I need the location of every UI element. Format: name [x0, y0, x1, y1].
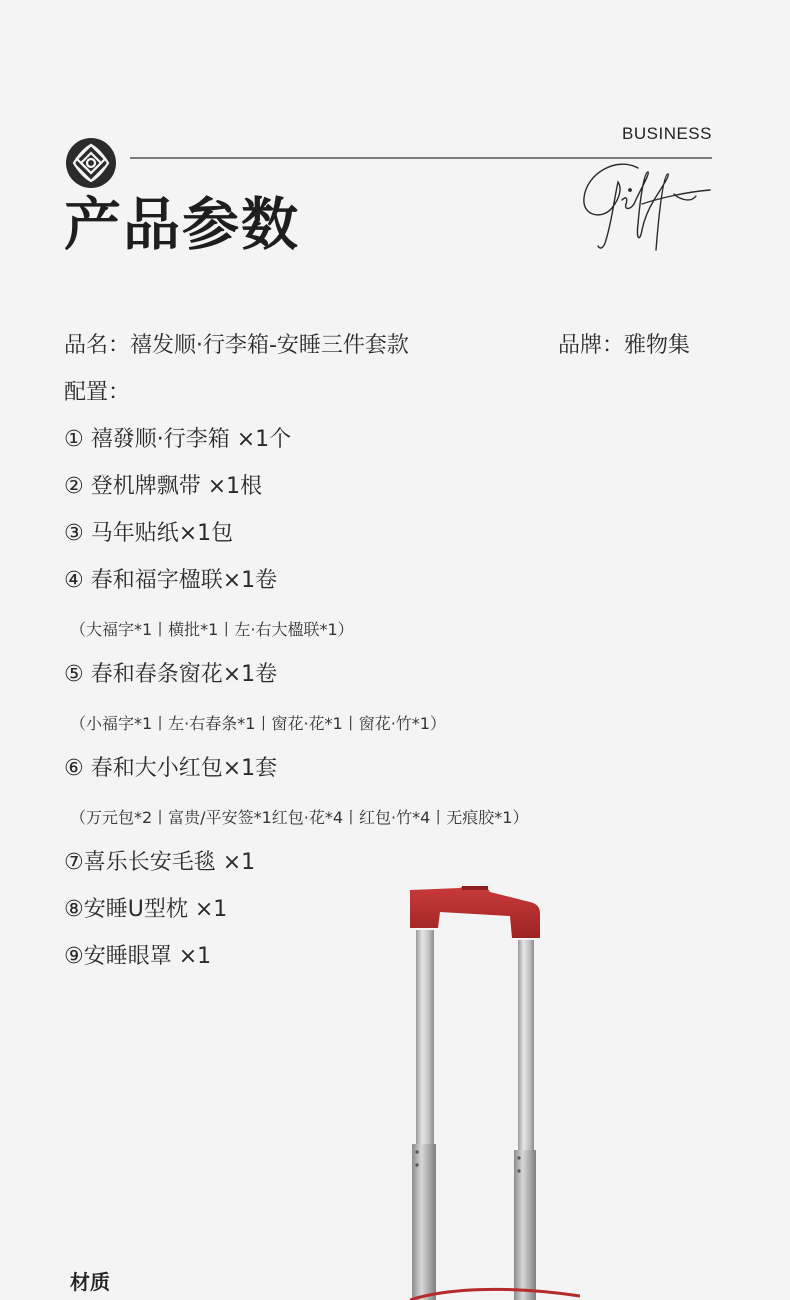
header-divider-line: [130, 157, 712, 159]
config-item: ⑦喜乐长安毛毯 ×1: [64, 850, 256, 875]
luggage-handle-image: [380, 880, 580, 1300]
page-title: 产品参数: [64, 192, 300, 258]
config-label: 配置：: [64, 380, 131, 405]
config-item: ⑨安睡眼罩 ×1: [64, 944, 212, 969]
config-item: ⑤ 春和春条窗花×1卷: [64, 662, 278, 687]
material-section-title: 材质: [70, 1270, 110, 1294]
product-brand: 品牌：雅物集: [558, 333, 691, 358]
gift-script-logo: [578, 160, 718, 256]
config-item: ④ 春和福字楹联×1卷: [64, 568, 278, 593]
config-item: ③ 马年贴纸×1包: [64, 521, 234, 546]
config-item-detail: （万元包*2丨富贵/平安签*1红包·花*4丨红包·竹*4丨无痕胶*1）: [70, 808, 529, 827]
product-name: 品名：禧发顺·行李箱-安睡三件套款: [64, 333, 409, 358]
config-item-detail: （小福字*1丨左·右春条*1丨窗花·花*1丨窗花·竹*1）: [70, 714, 446, 733]
brand-knot-logo: [64, 136, 118, 190]
business-label: BUSINESS: [622, 124, 712, 143]
config-item: ① 禧發顺·行李箱 ×1个: [64, 427, 292, 452]
config-item: ② 登机牌飘带 ×1根: [64, 474, 263, 499]
config-item-detail: （大福字*1丨横批*1丨左·右大楹联*1）: [70, 620, 354, 639]
config-item: ⑥ 春和大小红包×1套: [64, 756, 278, 781]
config-item: ⑧安睡U型枕 ×1: [64, 897, 228, 922]
